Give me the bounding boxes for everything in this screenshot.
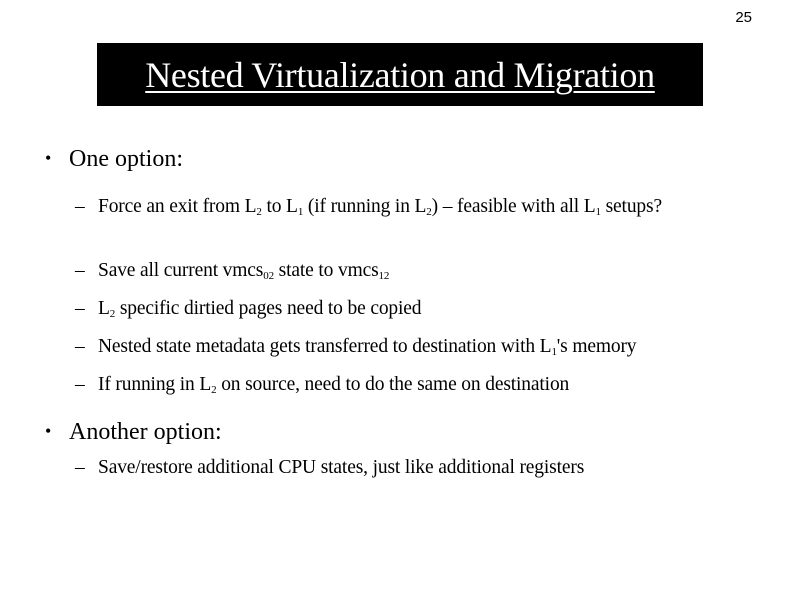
subscript: 1 — [595, 206, 601, 218]
bullet-text: One option: — [69, 146, 183, 172]
sub-item-text: Force an exit from $L_2$ to $L_1$ (if running in $L_2$) – feasible with all $L_1$ setups? — [98, 196, 662, 218]
subscript: 1 — [551, 346, 557, 358]
sub-item — [75, 258, 389, 284]
slide-title: Nested Virtualization and Migration — [145, 54, 655, 95]
sub-item — [75, 372, 569, 398]
sub-item-text: $L_2$ specific dirtied pages need to be copied — [98, 298, 422, 320]
bullet-another-option — [45, 419, 222, 446]
dash-marker: – — [75, 336, 85, 357]
sub-item-text: If running in $L_2$ on source, need to do the same on destination — [98, 374, 570, 396]
sub-item — [75, 334, 636, 360]
bullet-marker: • — [45, 421, 52, 441]
bullet-marker: • — [45, 148, 52, 168]
dash-marker: – — [75, 260, 85, 281]
title-banner — [97, 43, 703, 106]
sub-item — [75, 296, 421, 322]
sub-item-text: Save all current vmcs$_{02}$ state to vmcs$_{12}$ — [98, 260, 390, 282]
sub-item-text: Nested state metadata gets transferred to destination with $L_1's$ memory — [98, 336, 637, 358]
subscript: 2 — [109, 308, 116, 320]
subscript: 12 — [378, 270, 390, 282]
subscript: 2 — [211, 384, 217, 396]
dash-marker: – — [75, 298, 85, 319]
sub-item-text: Save/restore additional CPU states, just like additional registers — [98, 457, 585, 478]
dash-marker: – — [75, 196, 85, 217]
bullet-text: Another option: — [69, 419, 222, 445]
dash-marker: – — [75, 457, 85, 478]
subscript: 2 — [256, 206, 262, 218]
sub-item — [75, 455, 584, 481]
bullet-one-option — [45, 146, 183, 173]
slide-number: 25 — [735, 9, 752, 26]
subscript: 2 — [426, 206, 432, 218]
subscript: 1 — [297, 206, 304, 218]
dash-marker: – — [75, 374, 85, 395]
subscript: 02 — [263, 270, 274, 282]
sub-item — [75, 194, 725, 220]
